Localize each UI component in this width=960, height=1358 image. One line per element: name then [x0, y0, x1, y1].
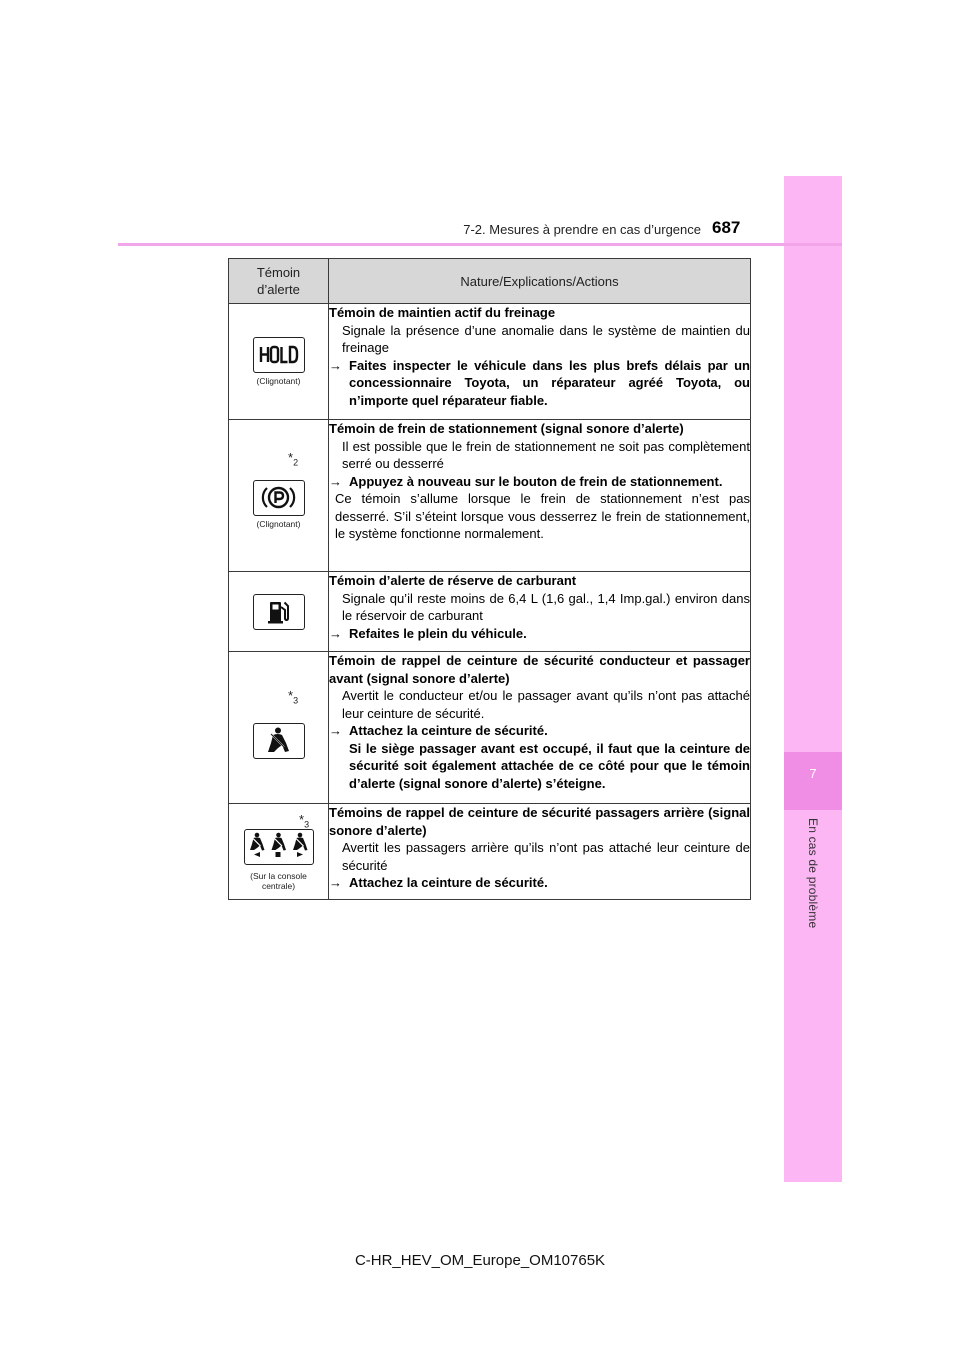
row-action: [329, 874, 750, 892]
row-title: Témoins de rappel de ceinture de sécurité passagers arrière (signal sonore d’alerte): [329, 805, 750, 838]
row-action: [329, 625, 750, 643]
row-action-text: Attachez la ceinture de sécurité.: [349, 723, 548, 738]
chapter-number: 7: [809, 766, 817, 781]
indicator-cell: [229, 652, 329, 804]
icon-caption: (Clignotant): [256, 376, 301, 386]
row-action-text: Faites inspecter le véhicule dans les plus brefs délais par un concessionnaire Toyota, un réparateur agréé Toyota, ou n’importe quel réparateur fiable.: [349, 357, 750, 408]
description-cell: [329, 304, 751, 420]
seatbelt-icon: [253, 723, 305, 759]
row-action-text: Refaites le plein du véhicule.: [349, 625, 527, 641]
document-id-footer: C-HR_HEV_OM_Europe_OM10765K: [354, 1252, 606, 1269]
column-header-indicator: Témoin d’alerte: [229, 259, 329, 304]
row-description: Signale qu’il reste moins de 6,4 L (1,6 gal., 1,4 Imp.gal.) environ dans le réservoir de carburant: [342, 590, 750, 623]
row-action: [329, 473, 750, 491]
description-cell: [329, 652, 751, 804]
arrow-icon: →: [329, 723, 342, 738]
indicator-cell: [229, 304, 329, 420]
chapter-side-tab: [784, 176, 842, 1182]
indicator-cell: [229, 572, 329, 652]
description-cell: [329, 420, 751, 572]
row-description: Avertit le conducteur et/ou le passager avant qu’ils n’ont pas attaché leur ceinture de sécurité.: [342, 688, 750, 721]
arrow-icon: →: [329, 357, 342, 373]
description-cell: [329, 804, 751, 900]
table-row: [229, 804, 751, 900]
row-description: Avertit les passagers arrière qu’ils n’ont pas attaché leur ceinture de sécurité: [342, 840, 750, 873]
description-cell: [329, 572, 751, 652]
section-title: 7-2. Mesures à prendre en cas d’urgence: [463, 222, 701, 237]
table-row: [229, 652, 751, 804]
row-title: Témoin de maintien actif du freinage: [329, 305, 556, 320]
table-row: [229, 304, 751, 420]
hold-icon: [253, 337, 305, 373]
fuel-pump-icon: [253, 594, 305, 630]
row-description: Signale la présence d’une anomalie dans le système de maintien du freinage: [342, 322, 750, 355]
row-action-detail: Si le siège passager avant est occupé, il faut que la ceinture de sécurité soit également attachée de ce côté pour que le témoin d’alerte (signal sonore d’alerte) s’éteigne.: [349, 740, 750, 791]
parking-brake-icon: [253, 480, 305, 516]
row-action: [329, 722, 750, 740]
row-action-text: Attachez la ceinture de sécurité.: [349, 875, 548, 890]
row-description: Il est possible que le frein de stationnement ne soit pas complètement serré ou desserré: [342, 438, 750, 471]
chapter-title: En cas de problème: [806, 818, 820, 929]
footnote-marker: $*_3$: [288, 688, 299, 706]
footnote-marker: $*_3$: [299, 812, 310, 830]
row-title: Témoin d’alerte de réserve de carburant: [329, 573, 577, 588]
page-number: 687: [712, 218, 741, 237]
arrow-icon: →: [329, 875, 342, 890]
table-header-row: [229, 259, 751, 304]
table-row: [229, 572, 751, 652]
chapter-side-tab-active[interactable]: [784, 752, 842, 810]
row-extra-note: Ce témoin s’allume lorsque le frein de stationnement n’est pas desserré. S’il s’éteint lorsque vous desserrez le frein de stationnement, le système fonctionne normalement.: [335, 491, 750, 541]
arrow-icon: →: [329, 473, 342, 489]
row-action: [329, 357, 750, 410]
warning-lights-table: [228, 258, 751, 900]
indicator-cell: [229, 804, 329, 900]
icon-caption: (Clignotant): [256, 519, 301, 529]
table-row: [229, 420, 751, 572]
arrow-icon: →: [329, 625, 342, 641]
row-title: Témoin de rappel de ceinture de sécurité conducteur et passager avant (signal sonore d’alerte): [329, 653, 750, 686]
indicator-cell: [229, 420, 329, 572]
column-header-description: Nature/Explications/Actions: [329, 259, 751, 304]
row-title: Témoin de frein de stationnement (signal sonore d’alerte): [329, 421, 684, 436]
row-action-text: Appuyez à nouveau sur le bouton de frein de stationnement.: [349, 473, 723, 489]
footnote-marker: $*_2$: [288, 450, 299, 468]
icon-caption: (Sur la console centrale): [250, 870, 307, 891]
rear-seatbelts-icon: [244, 829, 314, 865]
header-divider: [118, 243, 842, 246]
